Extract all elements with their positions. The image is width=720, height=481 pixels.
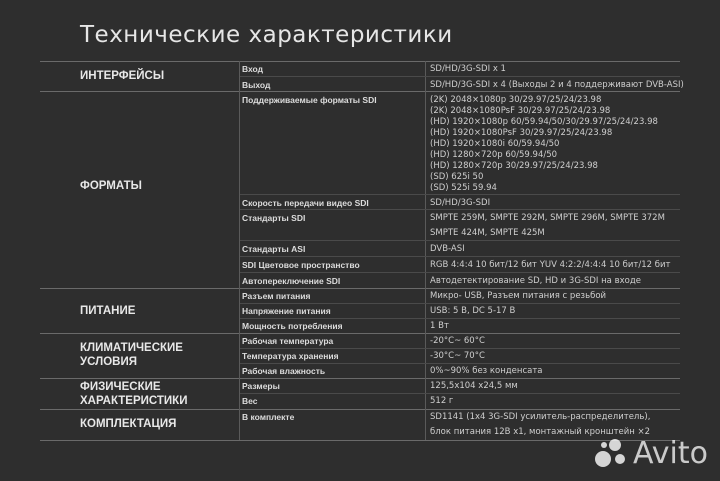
format-item: (HD) 1920×1080i 60/59.94/50 [430, 139, 560, 149]
label-storage-temp: Температура хранения [242, 351, 339, 361]
section-divider [40, 409, 680, 410]
label-auto-switch: Автопереключение SDI [242, 276, 341, 286]
section-divider [40, 333, 680, 334]
row-divider [240, 194, 680, 195]
value-color-space: RGB 4:4:4 10 бит/12 бит YUV 4:2:2/4:4:4 10 бит/12 бит [430, 260, 671, 270]
value-formats-list [430, 95, 658, 194]
section-divider [40, 440, 680, 441]
value-weight: 512 г [430, 396, 454, 406]
row-divider [240, 303, 680, 304]
column-divider [425, 61, 426, 440]
section-divider [40, 288, 680, 289]
value-sdi-standards-2: SMPTE 424M, SMPTE 425M [430, 228, 545, 238]
label-formats: Поддерживаемые форматы SDI [242, 95, 377, 105]
value-storage-temp: -30°C~ 70°C [430, 351, 485, 361]
value-humidity: 0%~90% без конденсата [430, 366, 543, 376]
label-output: Выход [242, 80, 271, 90]
label-asi-standards: Стандарты ASI [242, 244, 306, 254]
category-formats: ФОРМАТЫ [80, 180, 142, 192]
value-kit-2: блок питания 12В x1, монтажный кронштейн ×2 [430, 427, 651, 437]
value-asi-standards: DVB-ASI [430, 244, 465, 254]
value-dimensions: 125,5x104 x24,5 мм [430, 381, 518, 391]
label-dimensions: Размеры [242, 381, 280, 391]
column-divider [239, 61, 240, 440]
format-item: (HD) 1920×1080PsF 30/29.97/25/24/23.98 [430, 128, 613, 138]
category-physical: ФИЗИЧЕСКИЕ ХАРАКТЕРИСТИКИ [80, 381, 188, 407]
category-power: ПИТАНИЕ [80, 305, 136, 317]
value-voltage: USB: 5 В, DC 5-17 В [430, 306, 516, 316]
avito-logo-icon [595, 439, 627, 469]
label-humidity: Рабочая влажность [242, 366, 326, 376]
page-title: Технические характеристики [80, 22, 453, 48]
value-kit-1: SD1141 (1x4 3G-SDI усилитель-распределитель), [430, 412, 651, 422]
format-item: (SD) 625i 50 [430, 172, 484, 182]
section-divider [40, 61, 680, 62]
value-input: SD/HD/3G-SDI x 1 [430, 64, 506, 74]
format-item: (HD) 1280×720p 30/29.97/25/24/23.98 [430, 161, 598, 171]
value-output: SD/HD/3G-SDI x 4 (Выходы 2 и 4 поддерживают DVB-ASI) [430, 80, 684, 90]
row-divider [240, 363, 680, 364]
label-voltage: Напряжение питания [242, 306, 331, 316]
value-speed: SD/HD/3G-SDI [430, 198, 491, 208]
label-power-connector: Разъем питания [242, 291, 311, 301]
format-item: (2K) 2048×1080p 30/29.97/25/24/23.98 [430, 95, 602, 105]
section-divider [40, 91, 680, 92]
row-divider [240, 348, 680, 349]
section-divider [40, 378, 680, 379]
value-auto-switch: Автодетектирование SD, HD и 3G-SDI на входе [430, 276, 641, 286]
category-kit: КОМПЛЕКТАЦИЯ [80, 418, 177, 430]
row-divider [240, 209, 680, 210]
format-item: (HD) 1280×720p 60/59.94/50 [430, 150, 558, 160]
category-climate: КЛИМАТИЧЕСКИЕ УСЛОВИЯ [80, 342, 183, 368]
label-sdi-standards: Стандарты SDI [242, 213, 306, 223]
format-item: (2K) 2048×1080PsF 30/29.97/25/24/23.98 [430, 106, 611, 116]
value-operating-temp: -20°C~ 60°C [430, 336, 485, 346]
label-weight: Вес [242, 396, 258, 406]
label-input: Вход [242, 64, 264, 74]
label-kit: В комплекте [242, 412, 295, 422]
row-divider [240, 318, 680, 319]
row-divider [240, 76, 680, 77]
label-operating-temp: Рабочая температура [242, 336, 334, 346]
label-consumption: Мощность потребления [242, 321, 343, 331]
row-divider [240, 272, 680, 273]
value-power-connector: Микро- USB, Разъем питания с резьбой [430, 291, 607, 301]
row-divider [240, 393, 680, 394]
label-speed: Скорость передачи видео SDI [242, 198, 369, 208]
value-sdi-standards-1: SMPTE 259M, SMPTE 292M, SMPTE 296M, SMPTE 372M [430, 213, 665, 223]
category-interfaces: ИНТЕРФЕЙСЫ [80, 70, 165, 82]
avito-watermark [595, 436, 708, 471]
watermark-text: Avito [633, 436, 708, 471]
format-item: (HD) 1920×1080p 60/59.94/50/30/29.97/25/24/23.98 [430, 117, 658, 127]
format-item: (SD) 525i 59.94 [430, 183, 497, 193]
label-color-space: SDI Цветовое пространство [242, 260, 360, 270]
value-consumption: 1 Вт [430, 321, 449, 331]
row-divider [240, 256, 680, 257]
row-divider [240, 240, 680, 241]
